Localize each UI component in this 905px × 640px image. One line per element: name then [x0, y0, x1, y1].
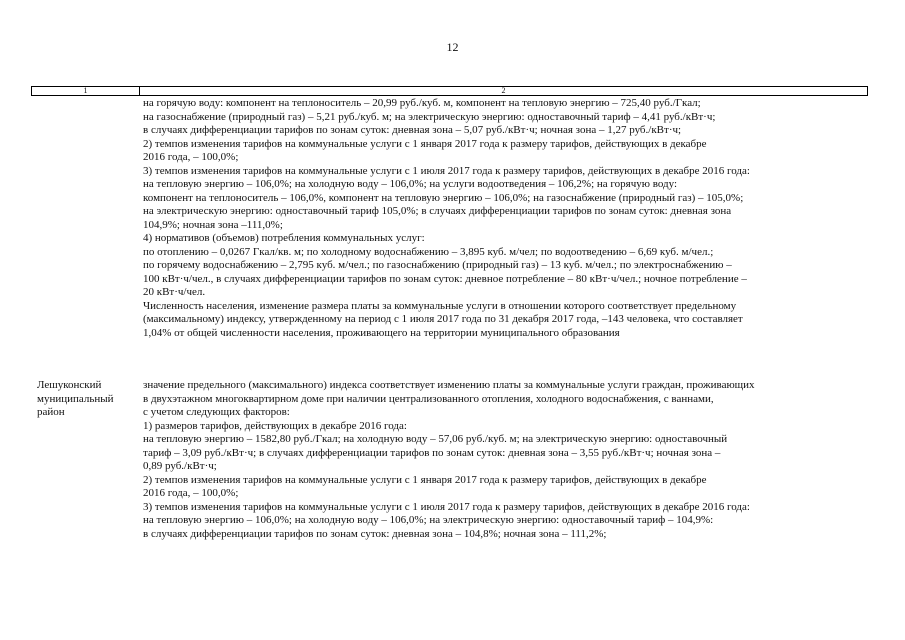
table-header-col-2: 2: [501, 86, 506, 95]
continuation-text-block: [143, 97, 868, 340]
text-line: на газоснабжение (природный газ) – 5,21 руб./куб. м; на электрическую энергию: одноставочный тариф – 4,41 руб./кВт·ч;: [143, 110, 716, 123]
district-text-block: [143, 379, 868, 541]
text-line: 2016 года, – 100,0%;: [143, 487, 239, 499]
table-header-col-1: 1: [32, 87, 140, 95]
text-line: 1,04% от общей численности населения, проживающего на территории муниципального образования: [143, 326, 620, 339]
text-line: 104,9%; ночная зона –111,0%;: [143, 218, 283, 231]
district-name-cell: [37, 379, 137, 420]
table-header-row: [31, 86, 868, 96]
text-line: 100 кВт·ч/чел., в случаях дифференциации тарифов по зонам суток: дневное потребление – 80 кВт·ч/чел.; ночное потребление –: [143, 272, 747, 285]
text-line: на тепловую энергию – 1582,80 руб./Гкал; на холодную воду – 57,06 руб./куб. м; на электрическую энергию: одноставочный: [143, 433, 728, 445]
text-line: на тепловую энергию – 106,0%; на холодную воду – 106,0%; на услуги водоотведения – 106,2%; на горячую воду:: [143, 178, 678, 190]
text-line: компонент на теплоноситель – 106,0%, компонент на тепловую энергию – 106,0%; на газоснабжение (природный газ) – 105,0%;: [143, 191, 744, 204]
text-line: 2016 года, – 100,0%;: [143, 151, 239, 163]
text-line: 1) размеров тарифов, действующих в декабре 2016 года:: [143, 419, 407, 432]
text-line: 2) темпов изменения тарифов на коммунальные услуги с 1 января 2017 года к размеру тарифов, действующих в декабре: [143, 473, 707, 486]
text-line: значение предельного (максимального) индекса соответствует изменению платы за коммунальные услуги граждан, проживающих: [143, 379, 755, 391]
text-line: Численность населения, изменение размера платы за коммунальные услуги в отношении которого соответствует предельному: [143, 299, 737, 312]
text-line: 0,89 руб./кВт·ч;: [143, 460, 217, 472]
text-line: по горячему водоснабжению – 2,795 куб. м/чел.; по газоснабжению (природный газ) – 13 куб. м/чел.; по электроснабжению –: [143, 259, 732, 271]
district-name-line: муниципальный: [37, 392, 114, 405]
text-line: с учетом следующих факторов:: [143, 406, 290, 418]
text-line: по отоплению – 0,0267 Гкал/кв. м; по холодному водоснабжению – 3,895 куб. м/чел; по водоотведению – 6,69 куб. м/чел.;: [143, 245, 714, 258]
text-line: 4) нормативов (объемов) потребления коммунальных услуг:: [143, 232, 425, 244]
district-name-line: район: [37, 406, 65, 418]
text-line: тариф – 3,09 руб./кВт·ч; в случаях дифференциации тарифов по зонам суток: дневная зона – 3,55 руб./кВт·ч; ночная зона –: [143, 446, 721, 459]
page-number: 12: [446, 40, 459, 54]
text-line: 2) темпов изменения тарифов на коммунальные услуги с 1 января 2017 года к размеру тарифов, действующих в декабре: [143, 137, 707, 150]
text-line: 20 кВт·ч/чел.: [143, 286, 206, 298]
text-line: на электрическую энергию: одноставочный тариф 105,0%; в случаях дифференциации тарифов по зонам суток: дневная зона: [143, 205, 732, 217]
district-name-line: Лешуконский: [37, 379, 102, 391]
text-line: в двухэтажном многоквартирном доме при наличии централизованного отопления, холодного водоснабжения, с ваннами,: [143, 392, 714, 405]
text-line: (максимальному) индексу, утвержденному на период с 1 июля 2017 года по 31 декабря 2017 года, –143 человека, что составляет: [143, 313, 743, 325]
text-line: 3) темпов изменения тарифов на коммунальные услуги с 1 июля 2017 года к размеру тарифов, действующих в декабре 2016 года:: [143, 500, 750, 513]
text-line: в случаях дифференциации тарифов по зонам суток: дневная зона – 5,07 руб./кВт·ч; ночная зона – 1,27 руб./кВт·ч;: [143, 124, 682, 136]
text-line: 3) темпов изменения тарифов на коммунальные услуги с 1 июля 2017 года к размеру тарифов, действующих в декабре 2016 года:: [143, 164, 750, 177]
text-line: на тепловую энергию – 106,0%; на холодную воду – 106,0%; на электрическую энергию: одноставочный тариф – 104,9%:: [143, 514, 714, 526]
text-line: на горячую воду: компонент на теплоноситель – 20,99 руб./куб. м, компонент на тепловую энергию – 725,40 руб./Гкал;: [143, 97, 701, 109]
text-line: в случаях дифференциации тарифов по зонам суток: дневная зона – 104,8%; ночная зона – 111,2%;: [143, 527, 607, 540]
